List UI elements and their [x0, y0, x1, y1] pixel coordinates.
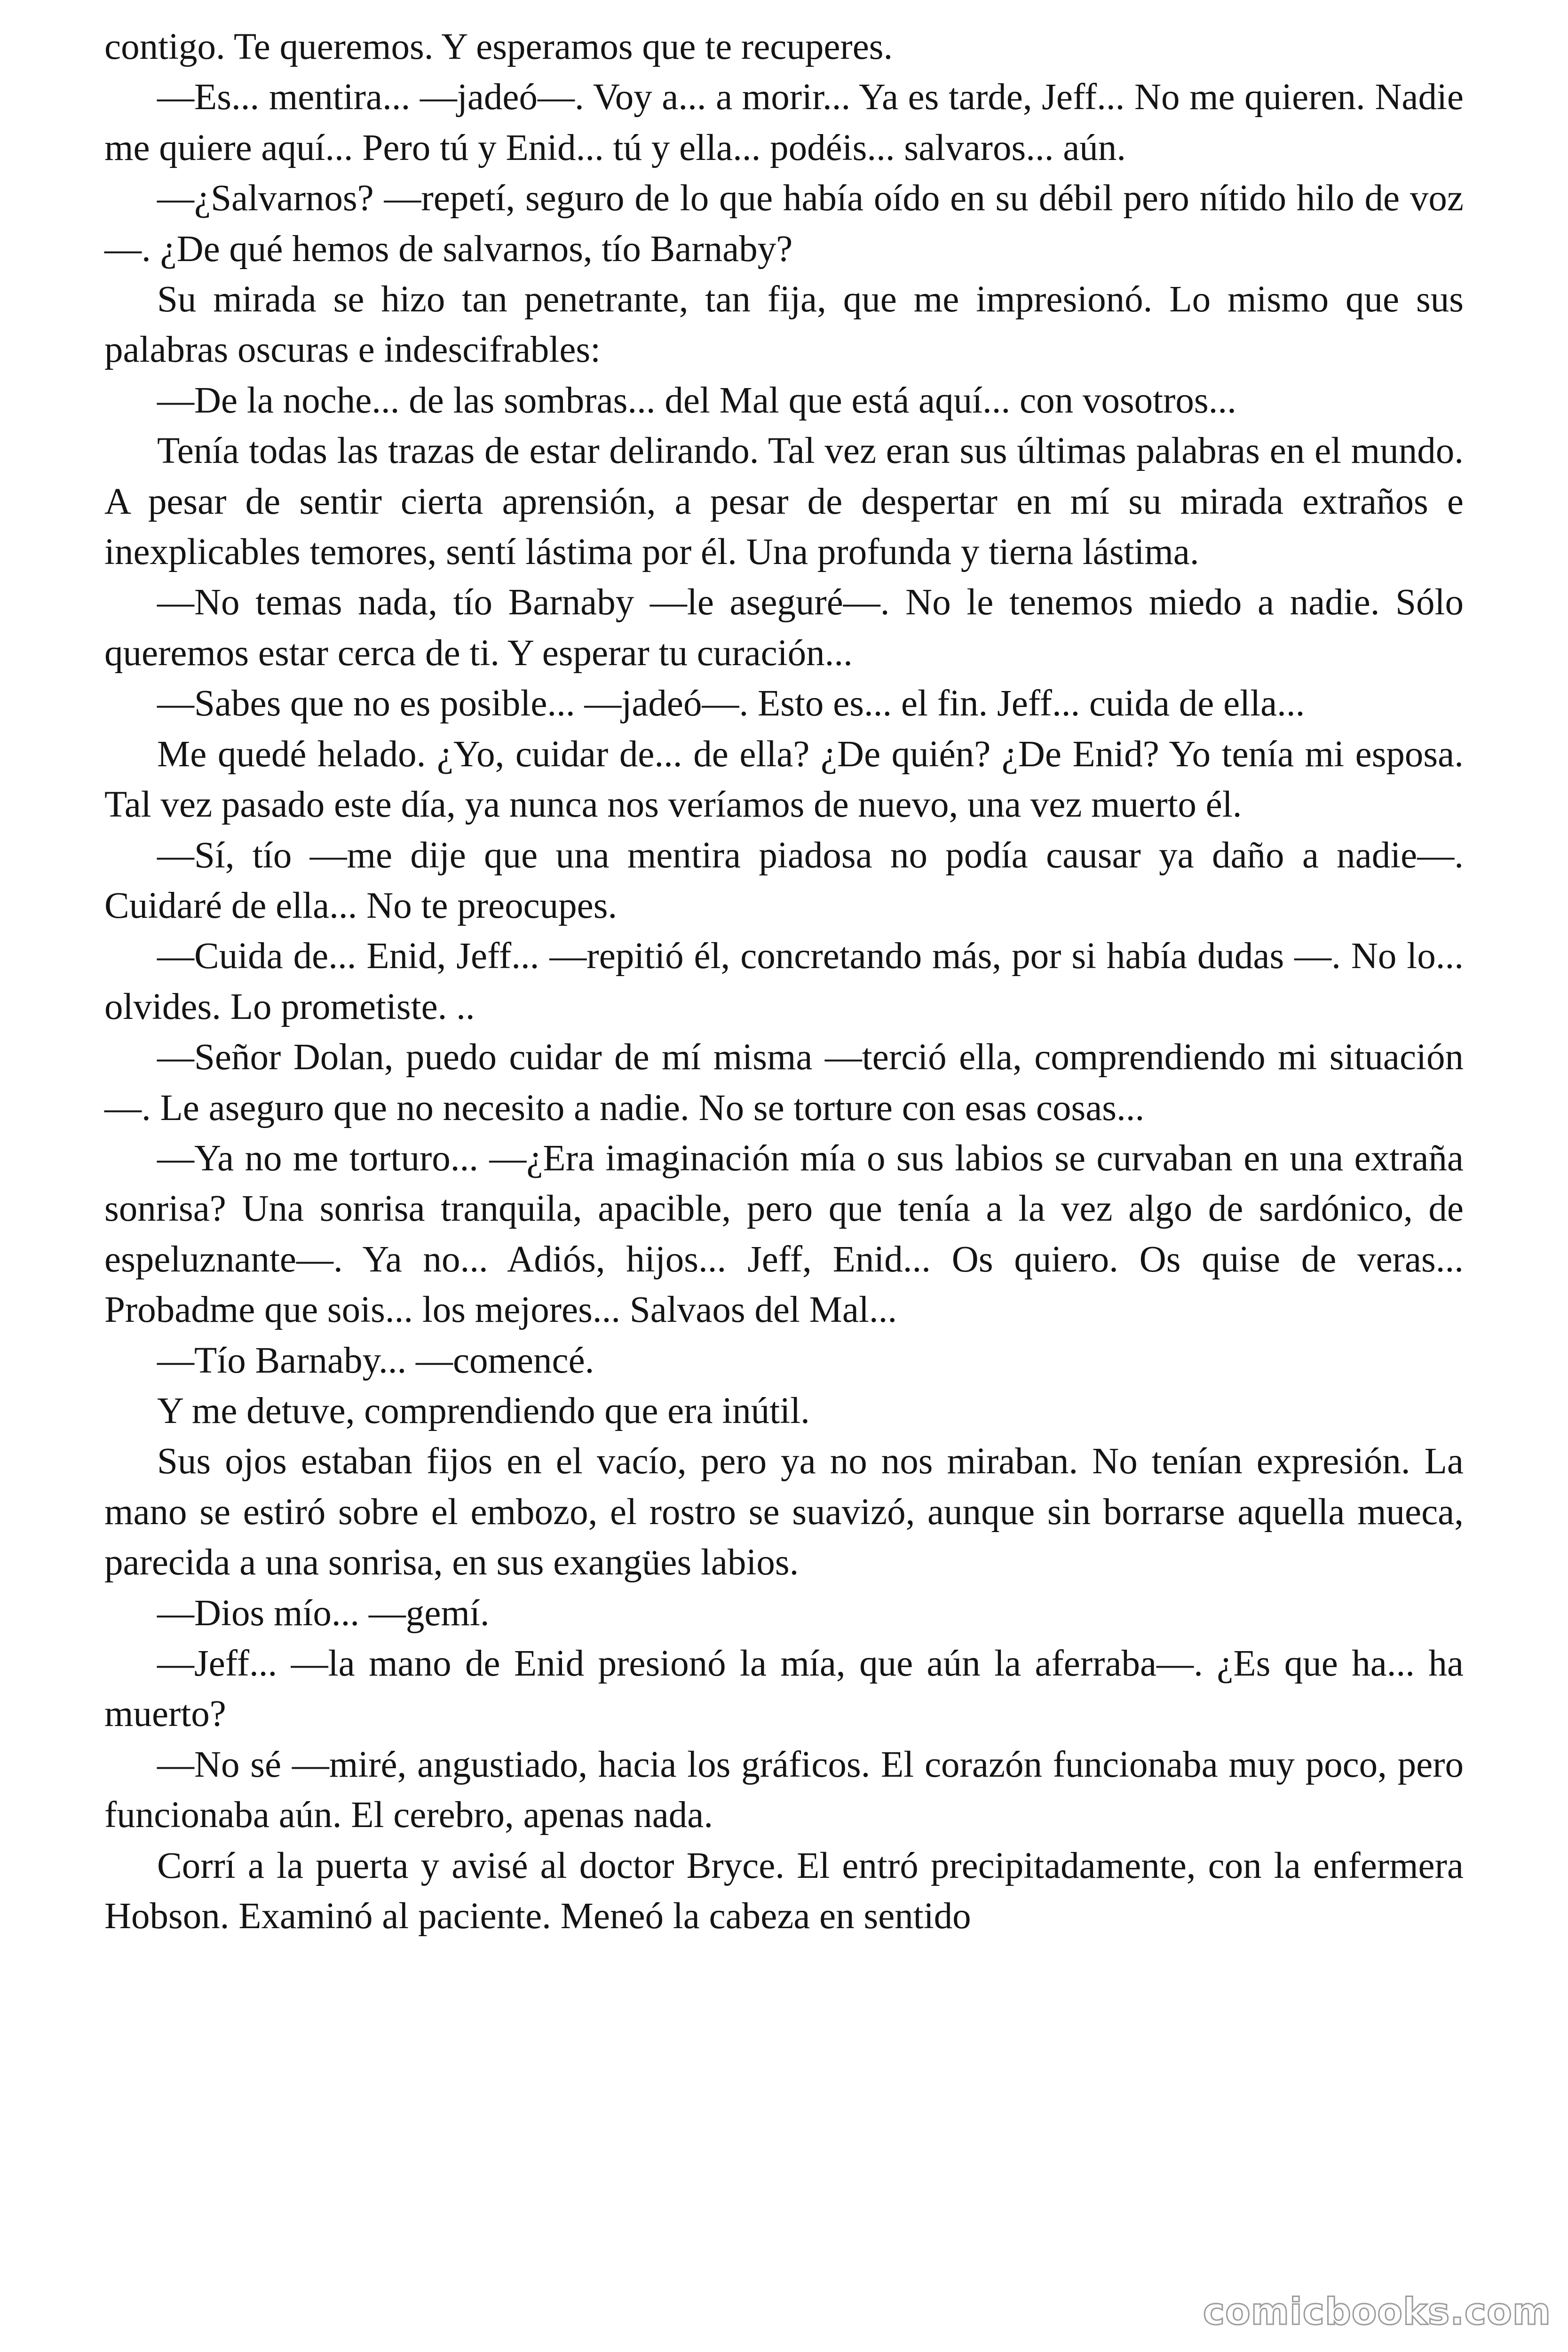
paragraph: Y me detuve, comprendiendo que era inútil.	[157, 1390, 810, 1431]
paragraph: —Señor Dolan, puedo cuidar de mí misma —terció ella, comprendiendo mi situación—. Le aseguro que no necesito a nadie. No se torture con esas cosas...	[104, 1037, 1464, 1128]
paragraph: —Es... mentira... —jadeó—. Voy a... a morir... Ya es tarde, Jeff... No me quieren. Nadie me quiere aquí... Pero tú y Enid... tú y ella... podéis... salvaros... aún.	[104, 77, 1464, 168]
paragraph: —Cuida de... Enid, Jeff... —repitió él, concretando más, por si había dudas —. No lo... olvides. Lo prometiste. ..	[104, 936, 1464, 1027]
watermark: comicbooks.com	[1203, 2291, 1551, 2333]
paragraph: —No sé —miré, angustiado, hacia los gráficos. El corazón funcionaba muy poco, pero funcionaba aún. El cerebro, apenas nada.	[104, 1744, 1464, 1836]
paragraph: Sus ojos estaban fijos en el vacío, pero ya no nos miraban. No tenían expresión. La mano se estiró sobre el embozo, el rostro se suavizó, aunque sin borrarse aquella mueca, parecida a una sonrisa, en sus exangües labios.	[104, 1441, 1464, 1583]
page-text	[104, 22, 1464, 1941]
paragraph: Su mirada se hizo tan penetrante, tan fija, que me impresionó. Lo mismo que sus palabras oscuras e indescifrables:	[104, 279, 1464, 371]
paragraph: —Sí, tío —me dije que una mentira piadosa no podía causar ya daño a nadie—. Cuidaré de ella... No te preocupes.	[104, 834, 1464, 926]
paragraph: —Sabes que no es posible... —jadeó—. Esto es... el fin. Jeff... cuida de ella...	[157, 683, 1305, 724]
paragraph: —¿Salvarnos? —repetí, seguro de lo que había oído en su débil pero nítido hilo de voz—. ¿De qué hemos de salvarnos, tío Barnaby?	[104, 178, 1464, 270]
paragraph: contigo. Te queremos. Y esperamos que te recuperes.	[104, 26, 893, 67]
paragraph: —De la noche... de las sombras... del Mal que está aquí... con vosotros...	[157, 380, 1236, 421]
paragraph: Corrí a la puerta y avisé al doctor Bryce. El entró precipitadamente, con la enfermera Hobson. Examinó al paciente. Meneó la cabeza en sentido	[104, 1845, 1464, 1937]
paragraph: —Dios mío... —gemí.	[157, 1592, 490, 1634]
paragraph: —Tío Barnaby... —comencé.	[157, 1340, 594, 1381]
paragraph: Tenía todas las trazas de estar delirando. Tal vez eran sus últimas palabras en el mundo. A pesar de sentir cierta aprensión, a pesar de despertar en mí su mirada extraños e inexplicables temores, sentí lástima por él. Una profunda y tierna lástima.	[104, 430, 1464, 573]
paragraph: —No temas nada, tío Barnaby —le aseguré—. No le tenemos miedo a nadie. Sólo queremos estar cerca de ti. Y esperar tu curación...	[104, 582, 1464, 674]
paragraph: —Jeff... —la mano de Enid presionó la mía, que aún la aferraba—. ¿Es que ha... ha muerto?	[104, 1643, 1464, 1735]
paragraph: —Ya no me torturo... —¿Era imaginación mía o sus labios se curvaban en una extraña sonrisa? Una sonrisa tranquila, apacible, pero que tenía a la vez algo de sardónico, de espeluznante—. Ya no... Adiós, hijos... Jeff, Enid... Os quiero. Os quise de veras... Probadme que sois... los mejores... Salvaos del Mal...	[104, 1137, 1464, 1331]
paragraph: Me quedé helado. ¿Yo, cuidar de... de ella? ¿De quién? ¿De Enid? Yo tenía mi esposa. Tal vez pasado este día, ya nunca nos veríamos de nuevo, una vez muerto él.	[104, 733, 1464, 826]
